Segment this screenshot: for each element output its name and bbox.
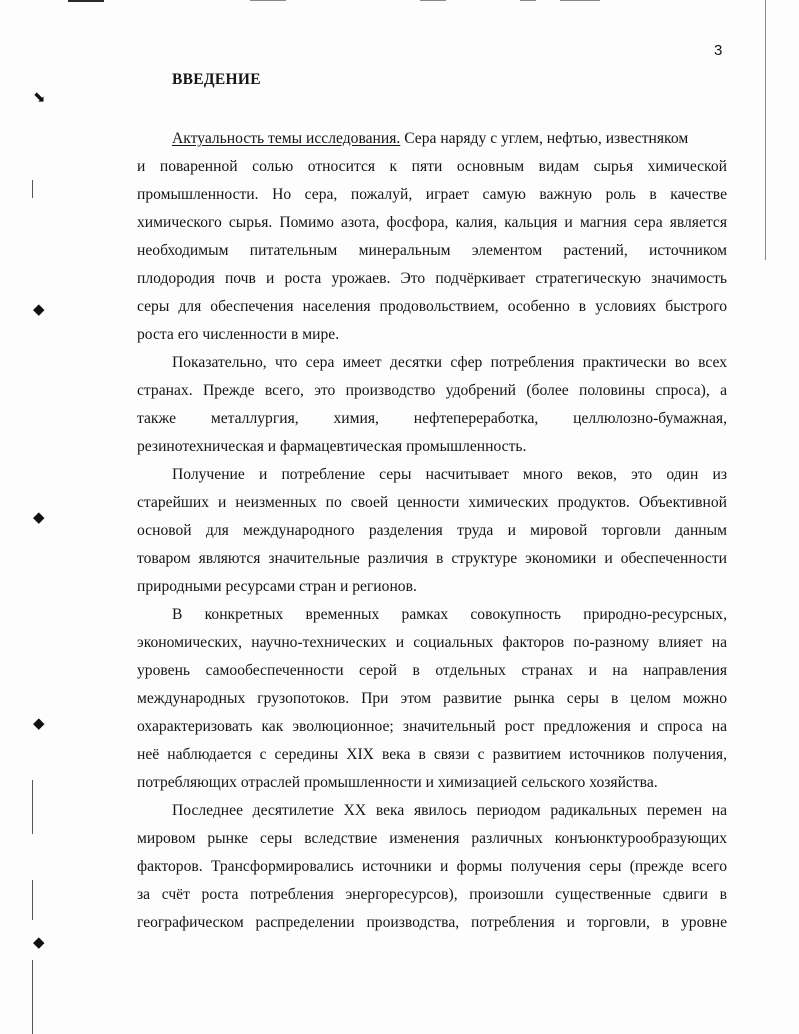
paragraph-lead: Актуальность темы исследования. bbox=[172, 130, 401, 147]
text-line: товаром являются значительные различия в структуре экономики и обеспеченности bbox=[137, 550, 727, 567]
text-line: потребляющих отраслей промышленности и химизацией сельского хозяйства. bbox=[137, 774, 658, 791]
text-line-rest: Сера наряду с углем, нефтью, известняком bbox=[400, 130, 689, 147]
document-page: ⬊ ◆ ◆ ◆ ◆ 3 ВВЕДЕНИЕ Актуальность темы исследования. Сера наряду с углем, нефтью, известняком и поваренной солью относится к пяти основным видам сырья химической промышленности. Но сера, пожалуй, играет самую важную роль в качестве химического сырья. Помимо азота, фосфора, калия, кальция и магния сера является необходимым питательным минеральным элементом растений, источником плодородия почв и роста урожаев. Это подчёркивает стратегическую значимость серы для обеспечения населения продовольствием, особенно в условиях быстрого роста его численности в мире. Показательно, что сера имеет десятки сфер потребления практически во всех странах. Прежде всего, это производство удобрений (более половины спроса), а также металлургия, химия, нефтепереработка, целлюлозно-бумажная, резинотехническая и фармацевтическая промышленность. Получение и потребление серы насчитывает много веков, это один из старейших и неизменных по своей ценности химических продуктов. Объективной основой для международного разделения труда и мировой торговли данным товаром являются значительные различия в структуре экономики и обеспеченности природными ресурсами стран и регионов. В конкретных временных рамках совокупность природно-ресурсных, экономических, научно-технических и социальных факторов по-разному влияет на уровень самообеспеченности серой в отдельных странах и на направления международных грузопотоков. При этом развитие рынка серы в целом можно охарактеризовать как эволюционное; значительный рост предложения и спроса на неё наблюдается с середины XIX века в связи с развитием источников получения, потребляющих отраслей промышленности и химизацией сельского хозяйства. Последнее десятилетие XX века явилось периодом радикальных перемен на мировом рынке серы вследствие изменения различных конъюнктурообразующих факторов. Трансформировались источники и формы получения серы (прежде всего за счёт роста потребления энергоресурсов), произошли существенные сдвиги в географическом распределении производства, потребления и торговли, в уровне bbox=[0, 0, 799, 1034]
scan-right-edge bbox=[765, 0, 766, 260]
scan-left-edge bbox=[32, 880, 33, 920]
scan-left-edge bbox=[32, 780, 33, 834]
text-line: географическом распределении производства, потребления и торговли, в уровне bbox=[137, 914, 727, 931]
scan-top-rule bbox=[420, 0, 446, 1]
text-line: природными ресурсами стран и регионов. bbox=[137, 578, 417, 595]
text-line: резинотехническая и фармацевтическая промышленность. bbox=[137, 438, 527, 455]
text-line bbox=[137, 125, 727, 153]
text-line: основой для международного разделения труда и мировой торговли данным bbox=[137, 522, 727, 539]
body-text bbox=[137, 125, 727, 937]
text-line: Получение и потребление серы насчитывает много веков, это один из bbox=[172, 466, 727, 483]
scan-top-rule bbox=[68, 0, 104, 2]
text-line: странах. Прежде всего, это производство удобрений (более половины спроса), а bbox=[137, 382, 727, 399]
text-line: роста его численности в мире. bbox=[137, 326, 340, 343]
scan-left-edge bbox=[32, 180, 33, 198]
text-line: В конкретных временных рамках совокупность природно-ресурсных, bbox=[172, 606, 727, 623]
text-line: международных грузопотоков. При этом развитие рынка серы в целом можно bbox=[137, 690, 727, 707]
text-line: и поваренной солью относится к пяти основным видам сырья химической bbox=[137, 158, 727, 175]
scan-top-rule bbox=[250, 0, 286, 1]
text-line: факторов. Трансформировались источники и формы получения серы (прежде всего bbox=[137, 858, 727, 875]
scan-top-rule bbox=[560, 0, 600, 1]
text-line: уровень самообеспеченности серой в отдельных странах и на направления bbox=[137, 662, 727, 679]
text-line: за счёт роста потребления энергоресурсов), произошли существенные сдвиги в bbox=[137, 886, 727, 903]
page-number: 3 bbox=[714, 42, 723, 59]
text-line: серы для обеспечения населения продовольствием, особенно в условиях быстрого bbox=[137, 298, 727, 315]
scan-left-edge bbox=[32, 960, 33, 1034]
scan-top-rule bbox=[520, 0, 536, 1]
text-line: охарактеризовать как эволюционное; значительный рост предложения и спроса на bbox=[137, 718, 727, 735]
text-line: экономических, научно-технических и социальных факторов по-разному влияет на bbox=[137, 634, 727, 651]
text-line: Последнее десятилетие XX века явилось периодом радикальных перемен на bbox=[172, 802, 727, 819]
text-line: промышленности. Но сера, пожалуй, играет самую важную роль в качестве bbox=[137, 186, 727, 203]
text-line: необходимым питательным минеральным элементом растений, источником bbox=[137, 242, 727, 259]
section-heading: ВВЕДЕНИЕ bbox=[172, 71, 261, 88]
text-line: также металлургия, химия, нефтепереработка, целлюлозно-бумажная, bbox=[137, 410, 727, 427]
text-line: плодородия почв и роста урожаев. Это подчёркивает стратегическую значимость bbox=[137, 270, 727, 287]
text-line: химического сырья. Помимо азота, фосфора, калия, кальция и магния сера является bbox=[137, 214, 727, 231]
text-line: Показательно, что сера имеет десятки сфер потребления практически во всех bbox=[172, 354, 727, 371]
text-line: старейших и неизменных по своей ценности химических продуктов. Объективной bbox=[137, 494, 727, 511]
text-line: мировом рынке серы вследствие изменения различных конъюнктурообразующих bbox=[137, 830, 727, 847]
text-line: неё наблюдается с середины XIX века в связи с развитием источников получения, bbox=[137, 746, 727, 763]
